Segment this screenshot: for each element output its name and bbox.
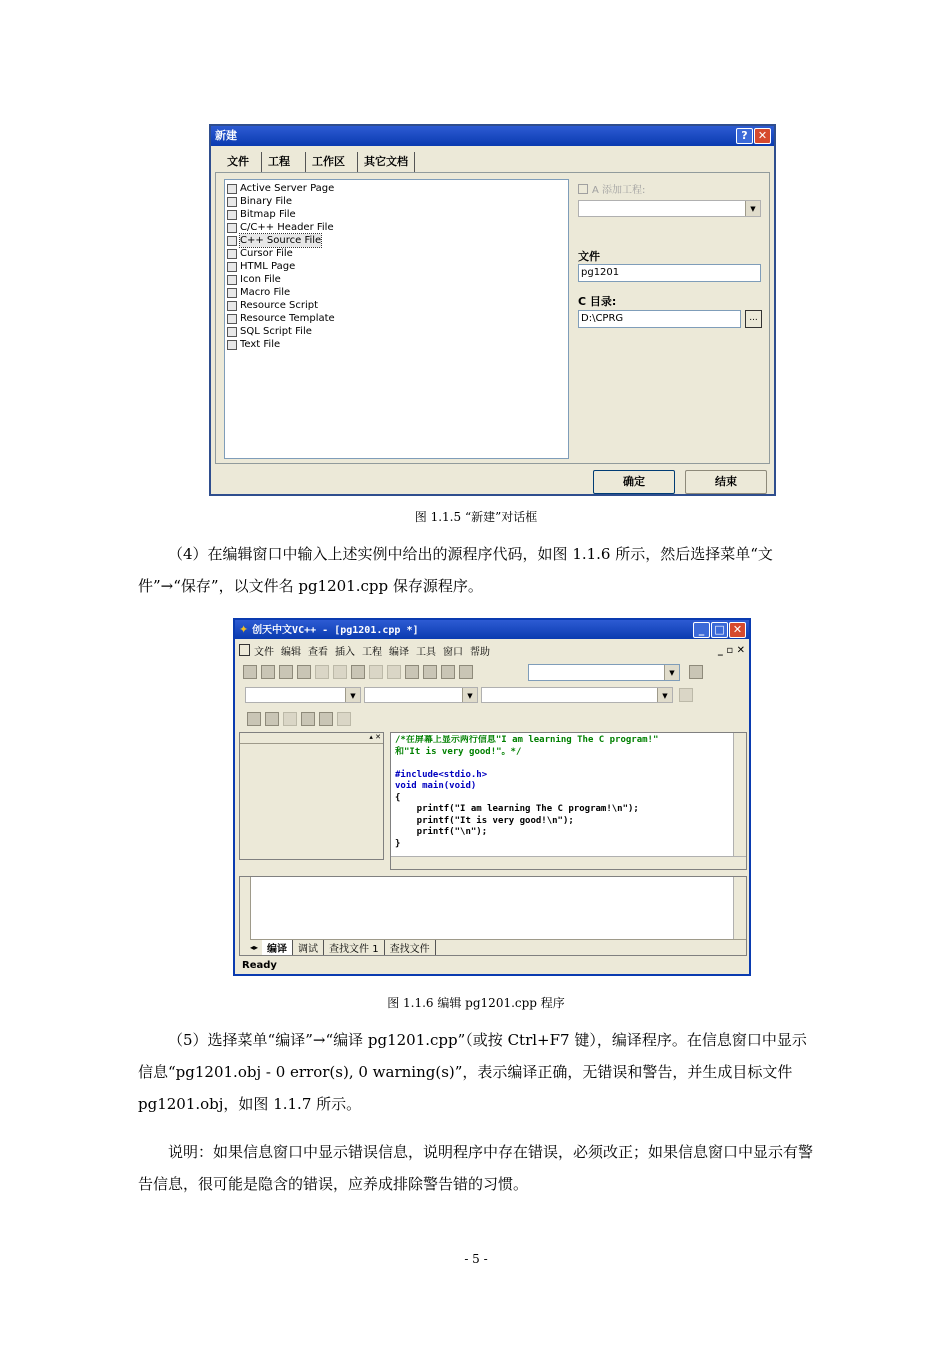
- output-pane: [239, 876, 747, 956]
- output-tab[interactable]: 调试: [293, 940, 324, 955]
- redo-icon[interactable]: [387, 665, 401, 679]
- file-type-item[interactable]: [227, 195, 566, 208]
- output-tab[interactable]: 查找文件: [385, 940, 436, 955]
- file-type-icon: [227, 210, 237, 220]
- tab-strip: [221, 152, 761, 172]
- toolbar-build: [245, 710, 353, 728]
- status-bar: [239, 958, 750, 974]
- menu-item[interactable]: 查看: [308, 646, 328, 658]
- close-window-button[interactable]: ✕: [729, 622, 746, 638]
- output-tab[interactable]: 编译: [262, 940, 293, 955]
- menu-item[interactable]: 帮助: [470, 646, 490, 658]
- menu-item[interactable]: 插入: [335, 646, 355, 658]
- output-icon[interactable]: [423, 665, 437, 679]
- app-icon: ✦: [239, 623, 249, 636]
- new-dialog-titlebar[interactable]: [211, 126, 774, 146]
- filter-combo[interactable]: [364, 687, 478, 703]
- menu-item[interactable]: 窗口: [443, 646, 463, 658]
- file-type-icon: [227, 223, 237, 233]
- code-editor[interactable]: [390, 732, 747, 870]
- chevron-down-icon: ▼: [745, 201, 760, 216]
- code-line: [395, 758, 731, 770]
- file-type-icon: [227, 301, 237, 311]
- file-type-label: C/C++ Header File: [240, 222, 334, 233]
- file-type-item[interactable]: [227, 312, 566, 325]
- tab-file[interactable]: 文件: [227, 155, 249, 168]
- save-all-icon[interactable]: [297, 665, 311, 679]
- horizontal-scrollbar[interactable]: [391, 856, 746, 869]
- paste-icon[interactable]: [351, 665, 365, 679]
- add-to-project-label: A 添加工程:: [592, 185, 646, 196]
- file-name-label: 文件: [578, 250, 600, 263]
- find-combo[interactable]: [528, 664, 680, 681]
- file-type-item[interactable]: [227, 299, 566, 312]
- file-type-icon: [227, 288, 237, 298]
- file-type-label: C++ Source File: [240, 235, 322, 246]
- file-type-item[interactable]: [227, 221, 566, 234]
- file-type-label: Text File: [240, 339, 281, 350]
- file-type-item[interactable]: [227, 247, 566, 260]
- file-type-label: Binary File: [240, 196, 293, 207]
- class-combo[interactable]: [245, 687, 361, 703]
- file-type-icon: [227, 249, 237, 259]
- file-type-list[interactable]: [224, 179, 569, 459]
- menu-item[interactable]: 编辑: [281, 646, 301, 658]
- code-line: printf("I am learning The C program!\n");: [395, 804, 639, 814]
- file-type-icon: [227, 197, 237, 207]
- open-folder-icon[interactable]: [261, 665, 275, 679]
- file-type-label: Icon File: [240, 274, 281, 285]
- output-tab-strip: [250, 939, 746, 955]
- mdi-controls[interactable]: _ ▫ ✕: [717, 644, 745, 656]
- page-number: - 5 -: [464, 1252, 488, 1266]
- workspace-pane-header[interactable]: ▴ ✕: [240, 733, 383, 744]
- undo-icon[interactable]: [369, 665, 383, 679]
- file-type-item[interactable]: [227, 182, 566, 195]
- find-icon[interactable]: [689, 665, 703, 679]
- paragraph-5: （5）选择菜单“编译”→“编译 pg1201.cpp”（或按 Ctrl+F7 键），编译程序。在信息窗口中显示信息“pg1201.obj - 0 error(s), 0 warning(s)”，表示编译正确，无错误和警告，并生成目标文件 pg1201.obj，如图 1.1.7 所示。: [138, 1031, 807, 1113]
- chevron-down-icon: ▼: [657, 688, 672, 702]
- file-type-item[interactable]: [227, 325, 566, 338]
- file-type-item[interactable]: [227, 273, 566, 286]
- window-list-icon[interactable]: [441, 665, 455, 679]
- code-area[interactable]: [395, 735, 731, 855]
- file-type-item[interactable]: [227, 286, 566, 299]
- wizard-icon[interactable]: [679, 688, 693, 702]
- go-icon[interactable]: [319, 712, 333, 726]
- output-tab[interactable]: 查找文件 1: [324, 940, 385, 955]
- directory-label: C 目录:: [578, 295, 617, 308]
- file-type-label: Macro File: [240, 287, 291, 298]
- file-type-item[interactable]: [227, 338, 566, 351]
- file-type-icon: [227, 327, 237, 337]
- ide-title: 创天中文VC++ - [pg1201.cpp *]: [252, 625, 419, 636]
- workspace-pane: [239, 732, 384, 860]
- menu-bar: [239, 642, 747, 658]
- file-type-icon: [227, 340, 237, 350]
- code-line: #include<stdio.h>: [395, 769, 488, 780]
- tab-other-docs[interactable]: 其它文档: [357, 152, 415, 172]
- file-type-label: Cursor File: [240, 248, 293, 259]
- chevron-down-icon: ▼: [664, 665, 679, 680]
- file-type-label: HTML Page: [240, 261, 296, 272]
- save-icon[interactable]: [279, 665, 293, 679]
- code-line: {: [395, 792, 401, 803]
- paragraph-4: （4）在编辑窗口中输入上述实例中给出的源程序代码，如图 1.1.6 所示，然后选择菜单“文件”→“保存”，以文件名 pg1201.cpp 保存源程序。: [138, 545, 773, 595]
- file-type-icon: [227, 184, 237, 194]
- menu-item[interactable]: 文件: [254, 646, 274, 658]
- file-type-icon: [227, 236, 237, 246]
- file-type-icon: [227, 314, 237, 324]
- minimize-button[interactable]: _: [693, 622, 710, 638]
- execute-icon[interactable]: [301, 712, 315, 726]
- menu-item[interactable]: 编译: [389, 646, 409, 658]
- file-type-icon: [227, 262, 237, 272]
- status-text: Ready: [242, 960, 277, 971]
- figure-caption-2: 图 1.1.6 编辑 pg1201.cpp 程序: [387, 996, 565, 1010]
- menu-item[interactable]: 工程: [362, 646, 382, 658]
- file-type-label: Bitmap File: [240, 209, 296, 220]
- tab-project[interactable]: 工程: [261, 152, 296, 172]
- tab-nav-arrows[interactable]: ◂▸: [250, 943, 259, 952]
- members-combo[interactable]: [481, 687, 673, 703]
- code-line: }: [395, 838, 401, 849]
- code-line: printf("It is very good!\n");: [395, 815, 574, 826]
- file-type-label: Resource Script: [240, 300, 319, 311]
- document-icon: [239, 644, 250, 656]
- tab-workspace[interactable]: 工作区: [305, 152, 351, 172]
- stop-build-icon[interactable]: [283, 712, 297, 726]
- cancel-button[interactable]: 结束: [685, 470, 767, 494]
- add-to-project-checkbox[interactable]: [578, 184, 588, 194]
- directory-input[interactable]: D:\CPRG: [578, 310, 741, 328]
- project-select[interactable]: [578, 200, 761, 217]
- ide-titlebar[interactable]: [235, 620, 749, 639]
- browse-button[interactable]: ...: [745, 310, 762, 328]
- file-type-icon: [227, 275, 237, 285]
- figure-caption-1: 图 1.1.5 “新建”对话框: [414, 510, 538, 524]
- file-name-input[interactable]: pg1201: [578, 264, 761, 282]
- file-type-item[interactable]: [227, 208, 566, 221]
- code-line: void main(void): [395, 781, 477, 791]
- code-line: /*在屏幕上显示两行信息"I am learning The C program!": [395, 735, 659, 745]
- copy-icon[interactable]: [333, 665, 347, 679]
- file-type-item[interactable]: [227, 260, 566, 273]
- menu-item[interactable]: 工具: [416, 646, 436, 658]
- ok-button[interactable]: 确定: [593, 470, 675, 494]
- maximize-button[interactable]: □: [711, 622, 728, 638]
- output-vertical-scrollbar[interactable]: [733, 877, 746, 939]
- vertical-scrollbar[interactable]: [733, 733, 746, 857]
- workspace-icon[interactable]: [405, 665, 419, 679]
- chevron-down-icon: ▼: [345, 688, 360, 702]
- file-type-label: Resource Template: [240, 313, 335, 324]
- paragraph-note: 说明：如果信息窗口中显示错误信息，说明程序中存在错误，必须改正；如果信息窗口中显示有警告信息，很可能是隐含的错误，应养成排除警告错的习惯。: [138, 1143, 814, 1193]
- new-dialog: [209, 124, 776, 496]
- file-type-label: SQL Script File: [240, 326, 312, 337]
- new-file-icon[interactable]: [243, 665, 257, 679]
- add-to-project-row: [578, 181, 645, 196]
- help-button[interactable]: ?: [736, 128, 753, 144]
- cut-icon[interactable]: [315, 665, 329, 679]
- compile-icon[interactable]: [247, 712, 261, 726]
- build-icon[interactable]: [265, 712, 279, 726]
- find-in-files-icon[interactable]: [459, 665, 473, 679]
- code-line: printf("\n");: [395, 827, 488, 837]
- code-line: 和"It is very good!"。*/: [395, 746, 522, 757]
- breakpoint-icon[interactable]: [337, 712, 351, 726]
- close-button[interactable]: ✕: [754, 128, 771, 144]
- ide-window: [233, 618, 751, 976]
- new-dialog-title: 新建: [215, 129, 237, 142]
- file-type-item[interactable]: [227, 234, 566, 247]
- chevron-down-icon: ▼: [462, 688, 477, 702]
- file-type-label: Active Server Page: [240, 183, 335, 194]
